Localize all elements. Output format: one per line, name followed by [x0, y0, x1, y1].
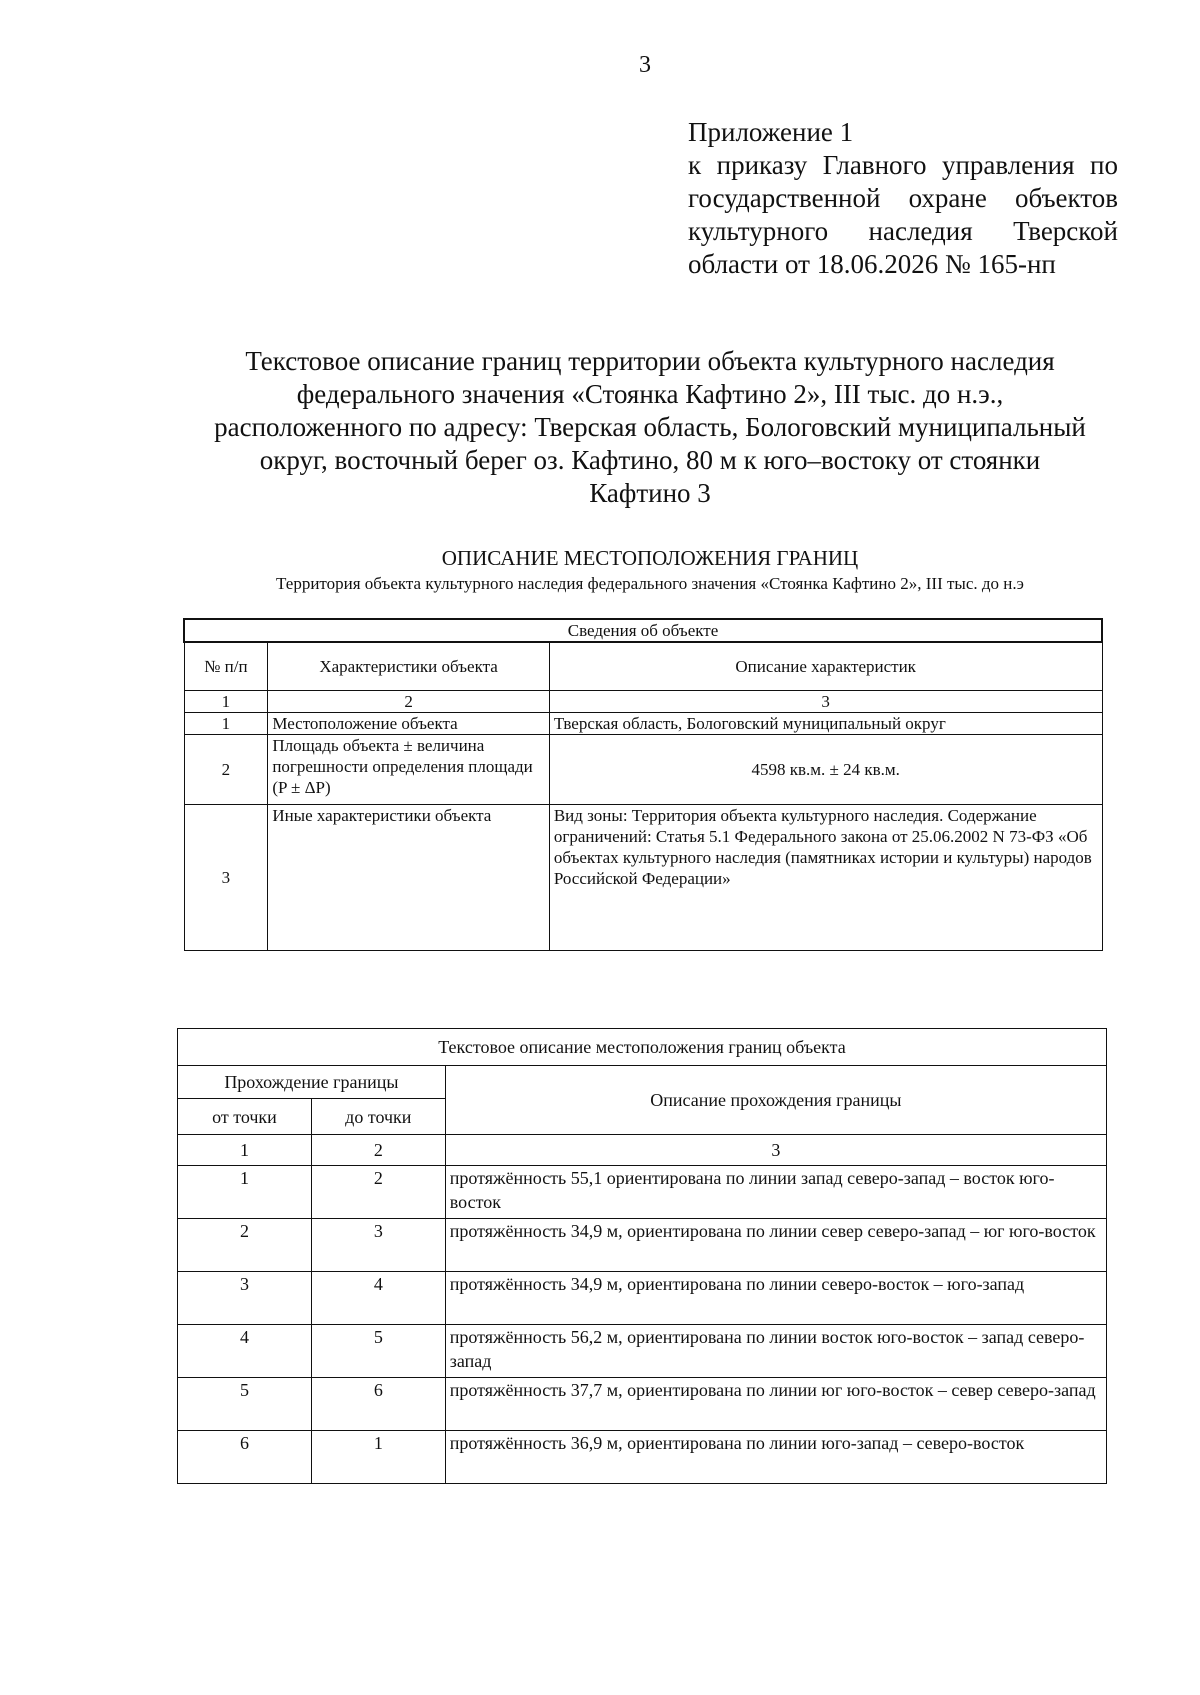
from-point: 3	[178, 1272, 312, 1325]
from-point: 6	[178, 1431, 312, 1484]
appendix-line: области от 18.06.2026 № 165-нп	[688, 249, 1056, 279]
boundary-description: протяжённость 34,9 м, ориентирована по линии северо-восток – юго-запад	[445, 1272, 1106, 1325]
page-number: 3	[639, 52, 651, 78]
table-row	[184, 734, 1102, 804]
object-info-table	[183, 618, 1103, 951]
row-value: Тверская область, Бологовский муниципальный округ	[549, 712, 1102, 734]
appendix-line: Приложение 1	[688, 117, 854, 147]
row-name: Местоположение объекта	[268, 712, 550, 734]
table-row	[178, 1325, 1107, 1378]
to-point: 1	[311, 1431, 445, 1484]
header-characteristic: Характеристики объекта	[268, 642, 550, 690]
boundary-table	[177, 1028, 1107, 1484]
row-value: Вид зоны: Территория объекта культурного наследия. Содержание ограничений: Статья 5.1 Федерального закона от 25.06.2002 N 73-ФЗ «Об объектах культурного наследия (памятниках истории и культуры) народов Российской Федерации»	[549, 804, 1102, 950]
table-row	[178, 1378, 1107, 1431]
table-row	[178, 1272, 1107, 1325]
title-line: Кафтино 3	[589, 478, 711, 508]
appendix-line: культурного наследия Тверской	[688, 216, 1118, 246]
to-point: 6	[311, 1378, 445, 1431]
title-line: округ, восточный берег оз. Кафтино, 80 м к юго–востоку от стоянки	[259, 445, 1041, 475]
boundary-description: протяжённость 37,7 м, ориентирована по линии юг юго-восток – север северо-запад	[445, 1378, 1106, 1431]
header-to-point: до точки	[311, 1099, 445, 1135]
appendix-line: к приказу Главного управления по	[688, 150, 1118, 180]
column-number: 2	[311, 1135, 445, 1166]
row-number: 2	[184, 734, 268, 804]
header-from-point: от точки	[178, 1099, 312, 1135]
from-point: 4	[178, 1325, 312, 1378]
column-number: 1	[178, 1135, 312, 1166]
header-boundary-description: Описание прохождения границы	[445, 1066, 1106, 1135]
to-point: 3	[311, 1219, 445, 1272]
column-number: 3	[549, 690, 1102, 712]
from-point: 5	[178, 1378, 312, 1431]
section-subheading: Территория объекта культурного наследия федерального значения «Стоянка Кафтино 2», III тыс. до н.э	[276, 574, 1024, 593]
boundary-description: протяжённость 36,9 м, ориентирована по линии юго-запад – северо-восток	[445, 1431, 1106, 1484]
boundary-description: протяжённость 55,1 ориентирована по линии запад северо-запад – восток юго-восток	[445, 1166, 1106, 1219]
section-heading: ОПИСАНИЕ МЕСТОПОЛОЖЕНИЯ ГРАНИЦ	[441, 546, 859, 570]
table-row	[178, 1219, 1107, 1272]
title-line: Текстовое описание границ территории объекта культурного наследия	[245, 346, 1055, 376]
column-number: 2	[268, 690, 550, 712]
document-title	[150, 345, 1150, 510]
row-number: 3	[184, 804, 268, 950]
appendix-line: государственной охране объектов	[688, 183, 1118, 213]
to-point: 4	[311, 1272, 445, 1325]
header-description: Описание характеристик	[549, 642, 1102, 690]
table-row	[178, 1431, 1107, 1484]
table-row	[184, 804, 1102, 950]
to-point: 2	[311, 1166, 445, 1219]
row-name: Площадь объекта ± величина погрешности определения площади (P ± ΔP)	[268, 734, 550, 804]
boundary-description: протяжённость 34,9 м, ориентирована по линии север северо-запад – юг юго-восток	[445, 1219, 1106, 1272]
table-caption: Сведения об объекте	[184, 619, 1102, 642]
column-number: 3	[445, 1135, 1106, 1166]
header-boundary-passage: Прохождение границы	[178, 1066, 446, 1099]
to-point: 5	[311, 1325, 445, 1378]
table-caption: Текстовое описание местоположения границ объекта	[178, 1029, 1107, 1066]
from-point: 1	[178, 1166, 312, 1219]
row-number: 1	[184, 712, 268, 734]
title-line: федерального значения «Стоянка Кафтино 2», III тыс. до н.э.,	[296, 379, 1004, 409]
row-name: Иные характеристики объекта	[268, 804, 550, 950]
header-number: № п/п	[184, 642, 268, 690]
column-number: 1	[184, 690, 268, 712]
from-point: 2	[178, 1219, 312, 1272]
row-value: 4598 кв.м. ± 24 кв.м.	[549, 734, 1102, 804]
table-row	[178, 1166, 1107, 1219]
title-line: расположенного по адресу: Тверская область, Бологовский муниципальный	[214, 412, 1086, 442]
boundary-description: протяжённость 56,2 м, ориентирована по линии восток юго-восток – запад северо-запад	[445, 1325, 1106, 1378]
table-row	[184, 712, 1102, 734]
appendix-block	[688, 116, 1118, 281]
